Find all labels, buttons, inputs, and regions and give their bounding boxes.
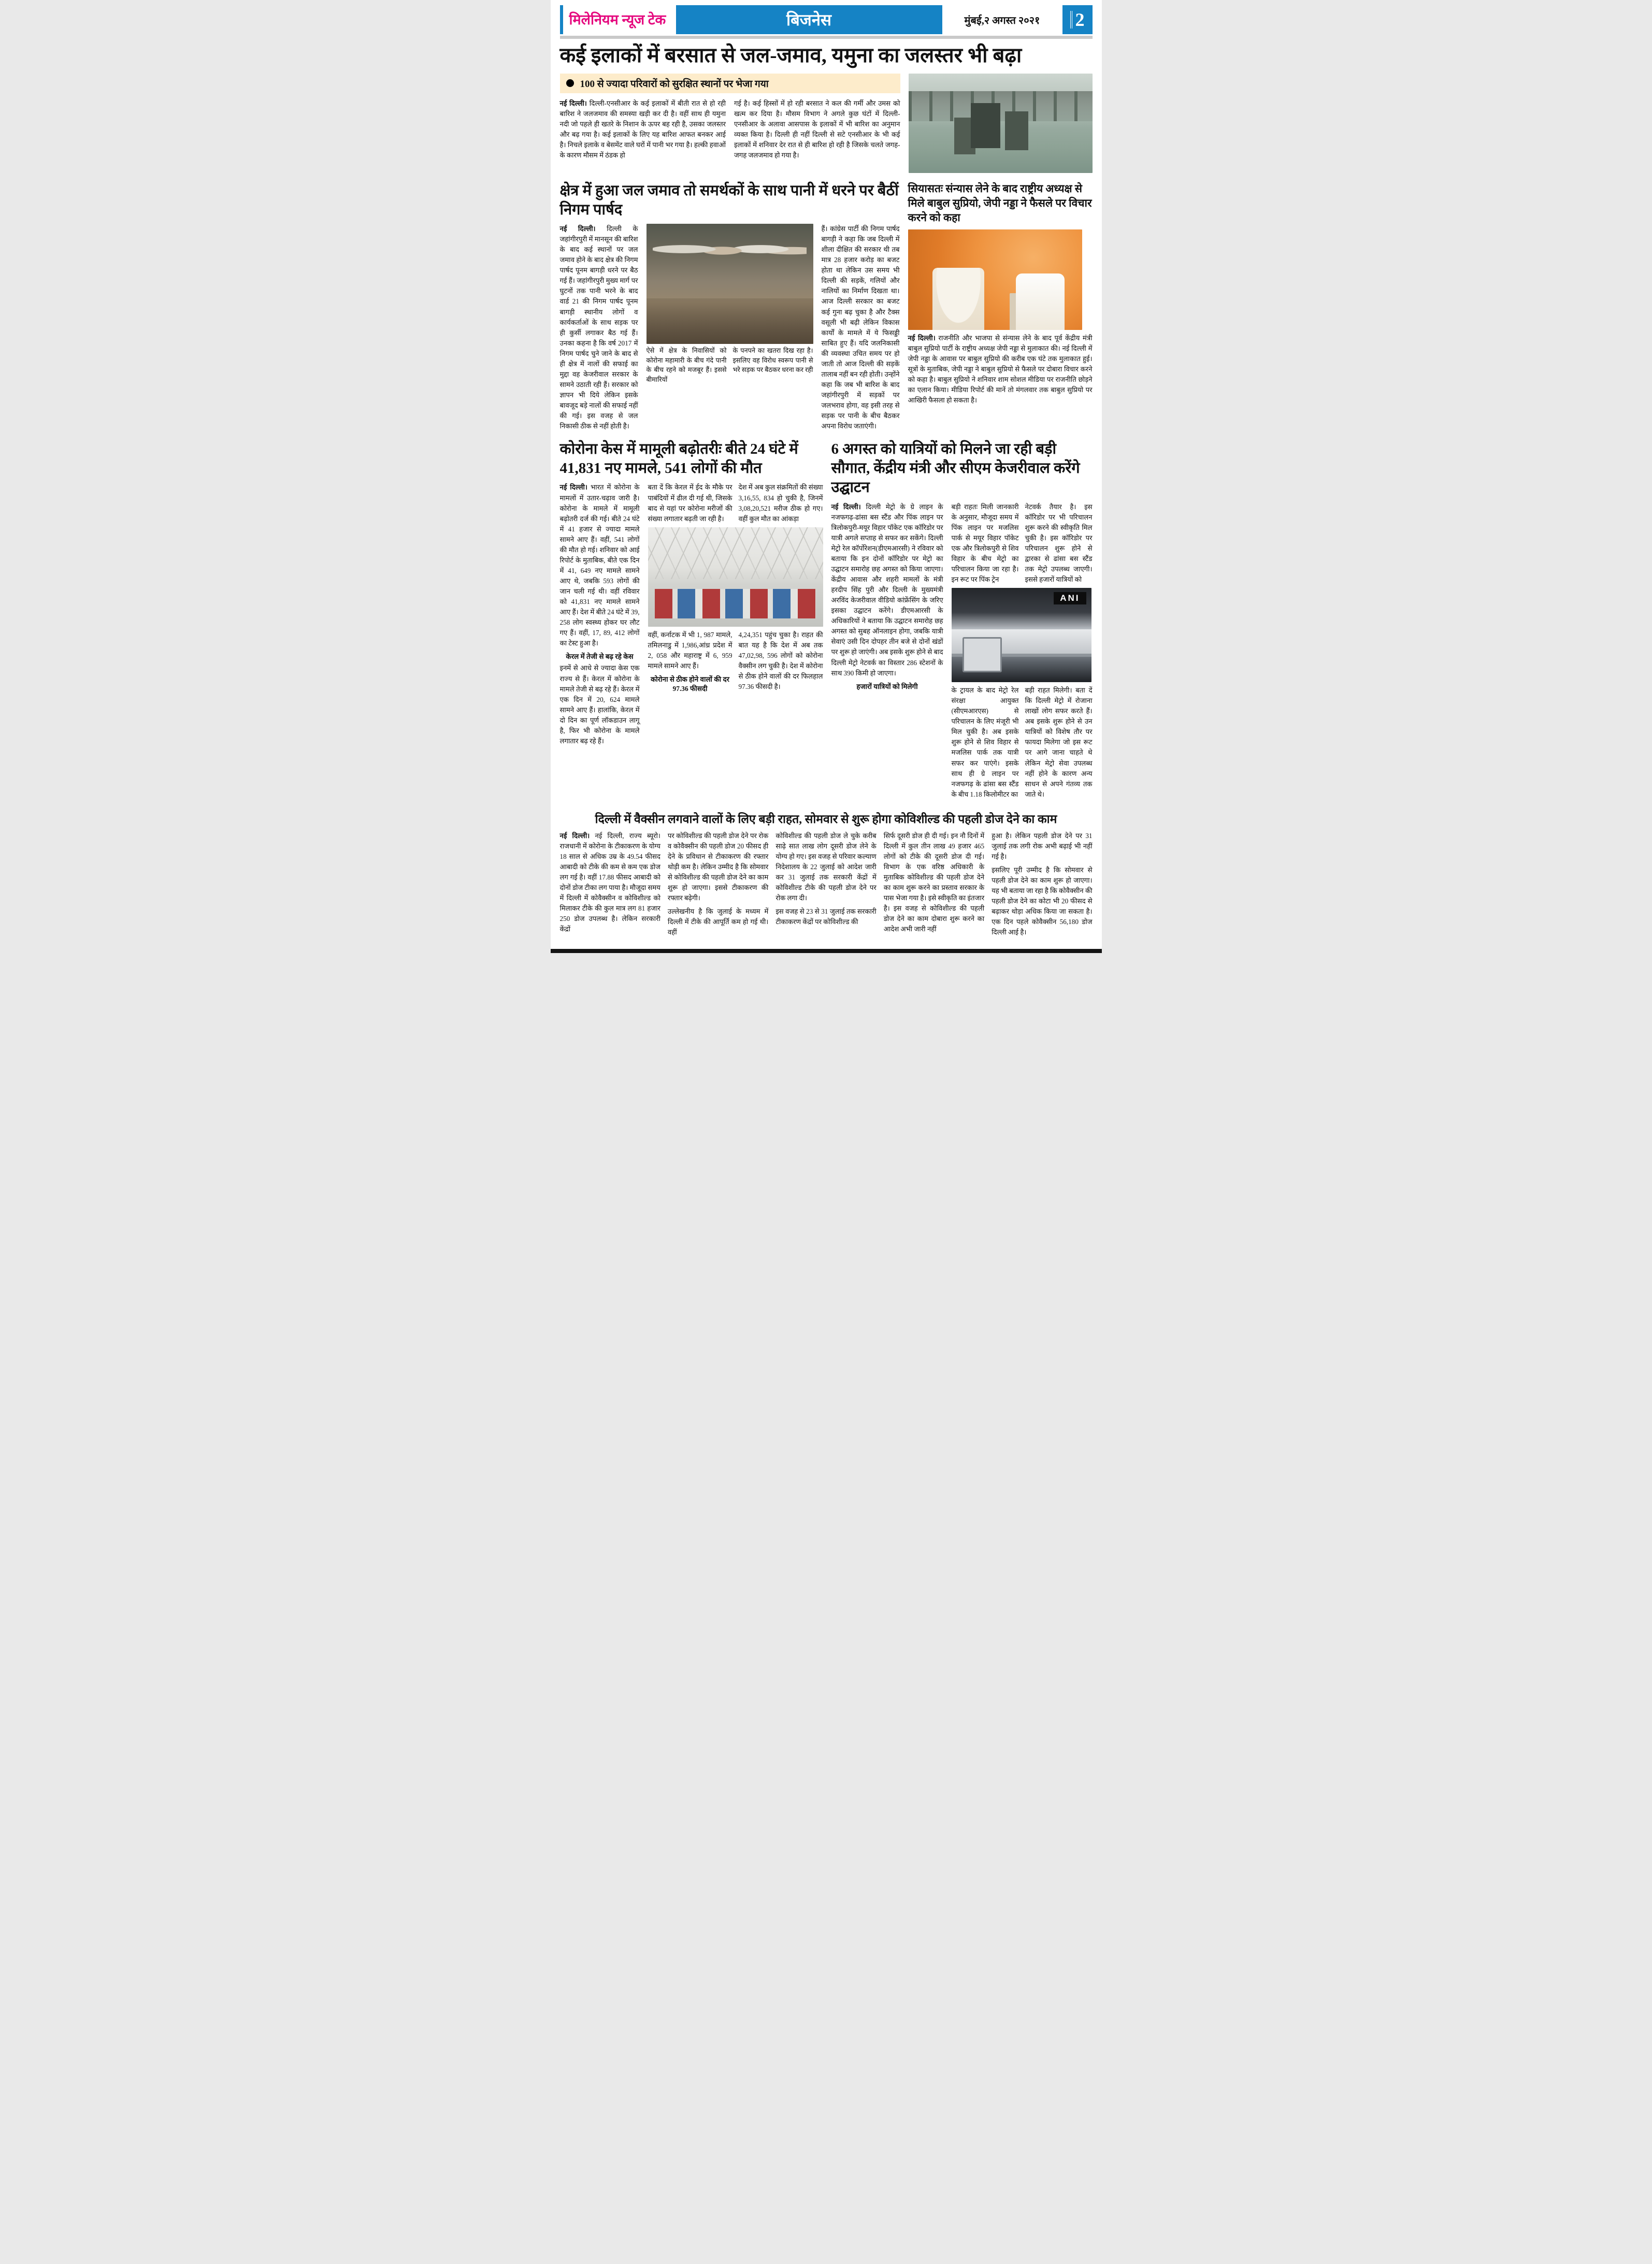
vaccine-col2a: पर कोविशील्ड की पहली डोज देने पर रोक व कोवैक्सीन की पहली डोज 20 फीसद ही देने के प्रविधान से टीकाकरण की रफ्तार थोड़ी कम है। लेकिन उम्मीद है कि सोमवार से कोविशील्ड की पहली डोज देने का काम शुरू हो जाएगा। इससे टीकाकरण की रफ्तार बढ़ेगी। (667, 831, 769, 902)
metro-col3-top: नेटवर्क तैयार है। इस कॉरिडोर पर भी परिचालन शुरू करने की स्वीकृति मिल चुकी है। इस कॉरिडोर पर परिचालन शुरू होने से द्वारका से ढांसा बस स्टैंड तक मेट्रो उपलब्ध जाएगी। इससे हजारों यात्रियों को (1025, 502, 1093, 584)
vaccine-dateline: नई दिल्ली। (559, 831, 590, 840)
dharna-col1: नई दिल्ली। दिल्ली के जहांगीरपुरी में मानसून की बारिश के बाद कई स्थानों पर जल जमाव होने के बाद क्षेत्र की निगम पार्षद पूनम बागड़ी धरने पर बैठ गई हैं। जहांगीरपुरी मुख्य मार्ग पर घुटनों तक पानी भरने के बाद वार्ड 21 की निगम पार्षद पूनम बागड़ी स्थानीय लोगों व कार्यकर्ताओं के साथ सड़क पर ही कुर्सी लगाकर बैठ गई हैं। उनका कहना है कि वर्ष 2017 में निगम पार्षद चुने जाने के बाद से ही क्षेत्र में नालों की सफाई का मुद्दा वह केजरीवाल सरकार के सामने उठाती रही हैं। सरकार को ज्ञापन भी दिये लेकिन इसके बावजूद बड़े नालों की सफाई नहीं की गई। इस वजह से जल निकासी ठीक से नहीं होती है। (559, 225, 638, 430)
dharna-dateline: नई दिल्ली। (559, 225, 596, 233)
metro-col1: नई दिल्ली। दिल्ली मेट्रो के ग्रे लाइन के नजफगढ़-ढांसा बस स्टैंड और पिंक लाइन पर त्रिलोकपुरी-मयूर विहार पॉकेट एक कॉरिडोर पर यात्री अगले सप्ताह से सफर कर सकेंगे। दिल्ली मेट्रो रेल कॉर्पोरेशन(डीएमआरसी) ने रविवार को बताया कि इन दोनों कॉरिडोर पर मेट्रो का उद्घाटन समारोह छह अगस्त को किया जाएगा। केंद्रीय आवास और शहरी मामलों के मंत्री हरदीप सिंह पुरी और दिल्ली के मुख्यमंत्री अरविंद केजरीवाल वीडियो कांफ्रेंसिंग के जरिए इसका उद्घाटन करेंगे। डीएमआरसी के अधिकारियों ने बताया कि उद्घाटन समारोह छह अगस्त को सुबह ऑनलाइन होगा, जबकि यात्री सेवाएं उसी दिन दोपहर तीन बजे से दोनों खंडों पर शुरू हो जाएंगी। अब इसके शुरू होने से बाद दिल्ली मेट्रो नेटवर्क का विस्तार 286 स्टेशनों के साथ 390 किमी हो जाएगा। हजारों यात्रियों को मिलेगी (831, 502, 943, 690)
babul-headline: सियासतः संन्यास लेने के बाद राष्ट्रीय अध्यक्ष से मिले बाबुल सुप्रियो, जेपी नड्डा ने फैसले पर विचार करने को कहा (908, 182, 1092, 224)
metro-col1-bold: हजारों यात्रियों को मिलेगी (856, 682, 918, 690)
nadda-meeting-photo (908, 229, 1082, 330)
section-banner (676, 5, 942, 34)
lead-body-col1: नई दिल्ली। दिल्ली-एनसीआर के कई इलाकों में बीती रात से हो रही बारिश ने जलजमाव की समस्या खड़ी कर दी है। वहीं साथ ही यमुना नदी जो पहले ही खतरे के निशान के ऊपर बह रही है, उसका जलस्तर और बढ़ गया है। कई इलाकों के लिए यह बारिश आफत बनकर आई है। निचले इलाके व बेसमेंट वाले घरों में पानी भर गया है। हल्की हवाओं के कारण मौसम में ठंडक हो (559, 99, 726, 160)
babul-dateline: नई दिल्ली। (908, 334, 936, 342)
lead-story (560, 74, 1093, 173)
corona-col2-bottom: वहीं, कर्नाटक में भी 1, 987 मामले, तमिलनाडु में 1,986,आंध्र प्रदेश में 2, 058 और महाराष्ट्र में 6, 959 मामले सामने आए हैं। (648, 630, 732, 670)
dharna-story (560, 224, 900, 435)
vaccine-col3b: इस वजह से 23 से 31 जुलाई तक सरकारी टीकाकरण केंद्रों पर कोविशील्ड की (775, 907, 877, 926)
babul-body: नई दिल्ली। राजनीति और भाजपा से संन्यास लेने के बाद पूर्व केंद्रीय मंत्री बाबुल सुप्रियो पार्टी के राष्ट्रीय अध्यक्ष जेपी नड्डा से मुलाकात की। नई दिल्ली में जेपी नड्डा के आवास पर बाबुल सुप्रियो की करीब एक घंटे तक मुलाकात हुई। सूत्रों के मुताबिक, जेपी नड्डा ने बाबुल सुप्रियो से फैसले पर दोबारा विचार करने को कहा है। बाबुल सुप्रियो ने शनिवार शाम सोशल मीडिया पर राजनीति छोड़ने का एलान किया। मीडिया रिपोर्ट की मानें तो मंगलवार तक बाबुल सुप्रियो पर आखिरी फैसला हो सकता है। (908, 334, 1093, 405)
page-number-box (1062, 5, 1093, 34)
metro-dateline: नई दिल्ली। (831, 502, 861, 511)
newspaper-logo-text: मिलेनियम न्यूज टेक (569, 11, 666, 27)
corona-right-block (648, 482, 823, 749)
flood-bridge-photo (909, 74, 1093, 173)
vaccine-story (560, 810, 1093, 941)
edition-date: मुंबई,२ अगस्त २०२१ (964, 15, 1040, 26)
masthead-rule (560, 36, 1093, 39)
metro-story (831, 435, 1093, 803)
corona-recovery-rate: कोरोना से ठीक होने वालों की दर 97.36 फीसदी (650, 675, 730, 693)
dharna-headline: क्षेत्र में हुआ जल जमाव तो समर्थकों के साथ पानी में धरने पर बैठीं निगम पार्षद (559, 182, 899, 218)
dharna-col3: हैं। कांग्रेस पार्टी की निगम पार्षद बागड़ी ने कहा कि जब दिल्ली में शीला दीक्षित की सरकार थी तब मात्र 28 हजार करोड़ का बजट होता था लेकिन उस समय भी दिल्ली की सड़कें, गलियों और नालियों का निर्माण दिखता था। आज दिल्ली सरकार का बजट कई गुना बढ़ चुका है और टैक्स वसूली भी बढ़ी लेकिन विकास कार्यों के मामले में ये फिसड्डी साबित हुए हैं। यदि जलनिकासी की व्यवस्था उचित समय पर हो जाती तो आज दिल्ली की सड़कें तालाब नहीं बन रही होती। उन्होंने कहा कि जब भी बारिश के बाद जहांगीरपुरी में सड़कों पर जलभराव होगा, वह इसी तरह से सड़क पर पानी के बीच बैठकर अपना विरोध जताएंगी। (821, 225, 900, 430)
vaccine-headline: दिल्ली में वैक्सीन लगवाने वालों के लिए बड़ी राहत, सोमवार से शुरू होगा कोविशील्ड की पहली डोज देने का काम (595, 812, 1057, 826)
corona-col2-top: बता दें कि केरल में ईद के मौके पर पाबंदियों में ढील दी गई थी, जिसके बाद से यहां पर कोरोना मरीजों की संख्या लगातार बढ़ती जा रही है। (648, 483, 732, 523)
masthead (560, 5, 1093, 34)
page-footer-rule (551, 949, 1102, 953)
corona-story (560, 435, 823, 803)
corona-dateline: नई दिल्ली। (559, 483, 587, 492)
corona-col3-top: देश में अब कुल संक्रमितों की संख्या 3,16,55, 834 हो चुकी है, जिनमें 3,08,20,521 मरीज ठीक हो गए। वहीं कुल मौत का आंकड़ा (738, 483, 823, 523)
ani-watermark: ANI (1054, 592, 1086, 604)
lead-headline: कई इलाकों में बरसात से जल-जमाव, यमुना का जलस्तर भी बढ़ा (559, 44, 1022, 67)
vaccine-col5b: इसलिए पूरी उम्मीद है कि सोमवार से पहली डोज देने का काम शुरू हो जाएगा। यह भी बताया जा रहा है कि कोवैक्सीन की पहली डोज देने का कोटा भी 20 फीसद से बढ़ाकर थोड़ा अधिक किया जा सकता है। एक दिन पहले कोवैक्सीन 56,180 डोज दिल्ली आई है। (992, 866, 1093, 936)
vaccine-col2b: उल्लेखनीय है कि जुलाई के मध्यम में दिल्ली में टीके की आपूर्ति कम हो गई थी। वहीं (667, 907, 769, 936)
metro-train-photo (952, 588, 1091, 682)
lead-dateline: नई दिल्ली। (559, 99, 587, 107)
dharna-photo-block (647, 224, 813, 435)
page-number-rule (1070, 11, 1072, 28)
dharna-protest-photo (647, 224, 813, 344)
page-number: 2 (1075, 9, 1085, 30)
babul-story (908, 176, 1093, 435)
corona-headline: कोरोना केस में मामूली बढ़ोतरीः बीते 24 घंटे में 41,831 नए मामले, 541 लोगों की मौत (559, 441, 798, 477)
lead-story-left (560, 74, 900, 173)
vaccine-col1: नई दिल्ली। नई दिल्ली, राज्य ब्यूरो। राजधानी में कोरोना के टीकाकरण के योग्य 18 साल से अधिक उम्र के 49.54 फीसद आबादी को टीके की कम से कम एक डोज लग गई है। वहीं 17.88 फीसद आबादी को दोनों डोज टीका लग पाया है। मौजूदा समय में दिल्ली में कोवैक्सीन व कोविशील्ड को मिलाकर टीके की कुल मात्र लग 81 हजार 250 डोज उपलब्ध है। लेकिन सरकारी केंद्रों (559, 831, 660, 933)
section-name: बिजनेस (786, 11, 831, 29)
vaccine-col4: सिर्फ दूसरी डोज ही दी गई। इन नौ दिनों में दिल्ली में कुल तीन लाख 49 हजार 465 लोगों को टीके की दूसरी डोज दी गई। विभाग के एक वरिष्ठ अधिकारी के मुताबिक कोविशील्ड की पहली डोज देने का काम शुरू करने का प्रस्ताव सरकार के पास भेजा गया है। इसे स्वीकृति का इंतजार है। इस वजह से कोविशील्ड की पहली डोज देने का काम दोबारा शुरू करने का आदेश अभी जारी नहीं (883, 831, 985, 933)
metro-col2-top: बड़ी राहतः मिली जानकारी के अनुसार, मौजूदा समय में पिंक लाइन पर मजलिस पार्क से मयूर विहार पॉकेट एक और त्रिलोकपुरी से शिव विहार के बीच मेट्रो का परिचालन किया जा रहा है। इन रूट पर पिंक ट्रेन (951, 502, 1019, 584)
metro-col3-bottom: बड़ी राहत मिलेगी। बता दें कि दिल्ली मेट्रो में रोजाना लाखों लोग सफर करते हैं। अब इसके शुरू होने से उन यात्रियों को विशेष तौर पर फायदा मिलेगा जो इस रूट पर आगे जाना चाहते थे लेकिन मेट्रो सेवा उपलब्ध नहीं होने के कारण अन्य साधन से अपने गंतव्य तक जाते थे। (1025, 686, 1093, 798)
dharna-caption-col2: के पनपने का खतरा दिख रहा है। इसलिए वह विरोध स्वरूप पानी से भरे सड़क पर बैठकर धरना कर रही (732, 347, 813, 374)
newspaper-page (551, 0, 1102, 953)
hospital-beds-photo (648, 527, 823, 627)
vaccine-col3a: कोविशील्ड की पहली डोज ले चुके करीब साढ़े सात लाख लोग दूसरी डोज लेने के योग्य हो गए। इस वजह से परिवार कल्याण निदेशालय के 22 जुलाई को आदेश जारी कर 31 जुलाई तक सरकारी केंद्रों में कोविशील्ड टीके की पहली डोज देने पर रोक लगा दी। (775, 831, 877, 902)
vaccine-col5a: हुआ है। लेकिन पहली डोज देने पर 31 जुलाई तक लगी रोक अभी बढ़ाई भी नहीं गई है। (992, 831, 1093, 860)
metro-headline: 6 अगस्त को यात्रियों को मिलने जा रही बड़ी सौगात, केंद्रीय मंत्री और सीएम केजरीवाल करेंगे उद्घाटन (831, 441, 1080, 496)
bullet-icon (566, 79, 574, 87)
metro-right-block (952, 502, 1093, 803)
corona-subhead: केरल में तेजी से बढ़ रहे केस (566, 653, 634, 661)
lead-kicker-text: 100 से ज्यादा परिवारों को सुरक्षित स्थानों पर भेजा गया (580, 78, 769, 90)
newspaper-logo (560, 5, 676, 34)
lead-kicker (560, 74, 900, 93)
corona-col3-bottom: 4,24,351 पहुंच चुका है। राहत की बात यह है कि देश में अब तक 47,02,98, 596 लोगों को कोरोना वैक्सीन लग चुकी है। देश में कोरोना से ठीक होने वालों की दर फिलहाल 97.36 फीसदी है। (738, 630, 823, 691)
lead-body-col2: गई है। कई हिस्सों में हो रही बरसात ने कल की गर्मी और उमस को खत्म कर दिया है। मौसम विभाग ने अगले कुछ घंटों में दिल्ली-एनसीआर के अलावा आसपास के इलाकों में भी बारिश का अनुमान व्यक्त किया है। दिल्ली ही नहीं दिल्ली से सटे एनसीआर के भी कई इलाकों में शनिवार देर रात से ही बारिश हो रही है जिसके चलते जगह-जगह जलजमाव हो गया है। (734, 99, 900, 160)
dharna-caption-col1: ऐसे में क्षेत्र के निवासियों को कोरोना महामारी के बीच गंदे पानी के बीच रहने को मजबूर हैं। इससे बीमारियों (646, 347, 727, 383)
corona-col1: नई दिल्ली। भारत में कोरोना के मामलों में उतार-चढ़ाव जारी है। कोरोना के मामले में मामूली बढ़ोतरी दर्ज की गई। बीते 24 घंटे में 41 हजार से ज्यादा मामले सामने आए हैं। वहीं, 541 लोगों की मौत हो गई। शनिवार को आई रिपोर्ट के मुताबिक, बीते एक दिन में 41, 649 नए मामले सामने आए थे, जबकि 593 लोगों की जान चली गई थी। वहीं रविवार को 41,831 नए मामले सामने आए हैं। देश में बीते 24 घंटे में 39, 258 लोग स्वस्थ्य होकर घर लौट गए हैं। वहीं, 17, 89, 412 लोगों का टेस्ट हुआ है। केरल में तेजी से बढ़ रहे केस इनमें से आधे से ज्यादा केस एक राज्य से हैं। केरल में कोरोना के मामले तेजी से बढ़ रहे हैं। केरल में एक दिन में 20, 624 मामले सामने आए हैं। हालांकि, केरल में दो दिन का पूर्ण लॉकडाउन लागू है, फिर भी कोरोना के मामले लगातार बढ़ रहे हैं। (559, 483, 640, 745)
metro-col2-bottom: के ट्रायल के बाद मेट्रो रेल संरक्षा आयुक्त (सीएमआरएस) से परिचालन के लिए मंजूरी भी मिल चुकी है। अब इसके शुरू होने से शिव विहार से मजलिस पार्क तक यात्री सफर कर पाएंगे। इसके साथ ही ग्रे लाइन पर नजफगढ़ के ढांसा बस स्टैंड के बीच 1.18 किलोमीटर का (951, 686, 1019, 798)
